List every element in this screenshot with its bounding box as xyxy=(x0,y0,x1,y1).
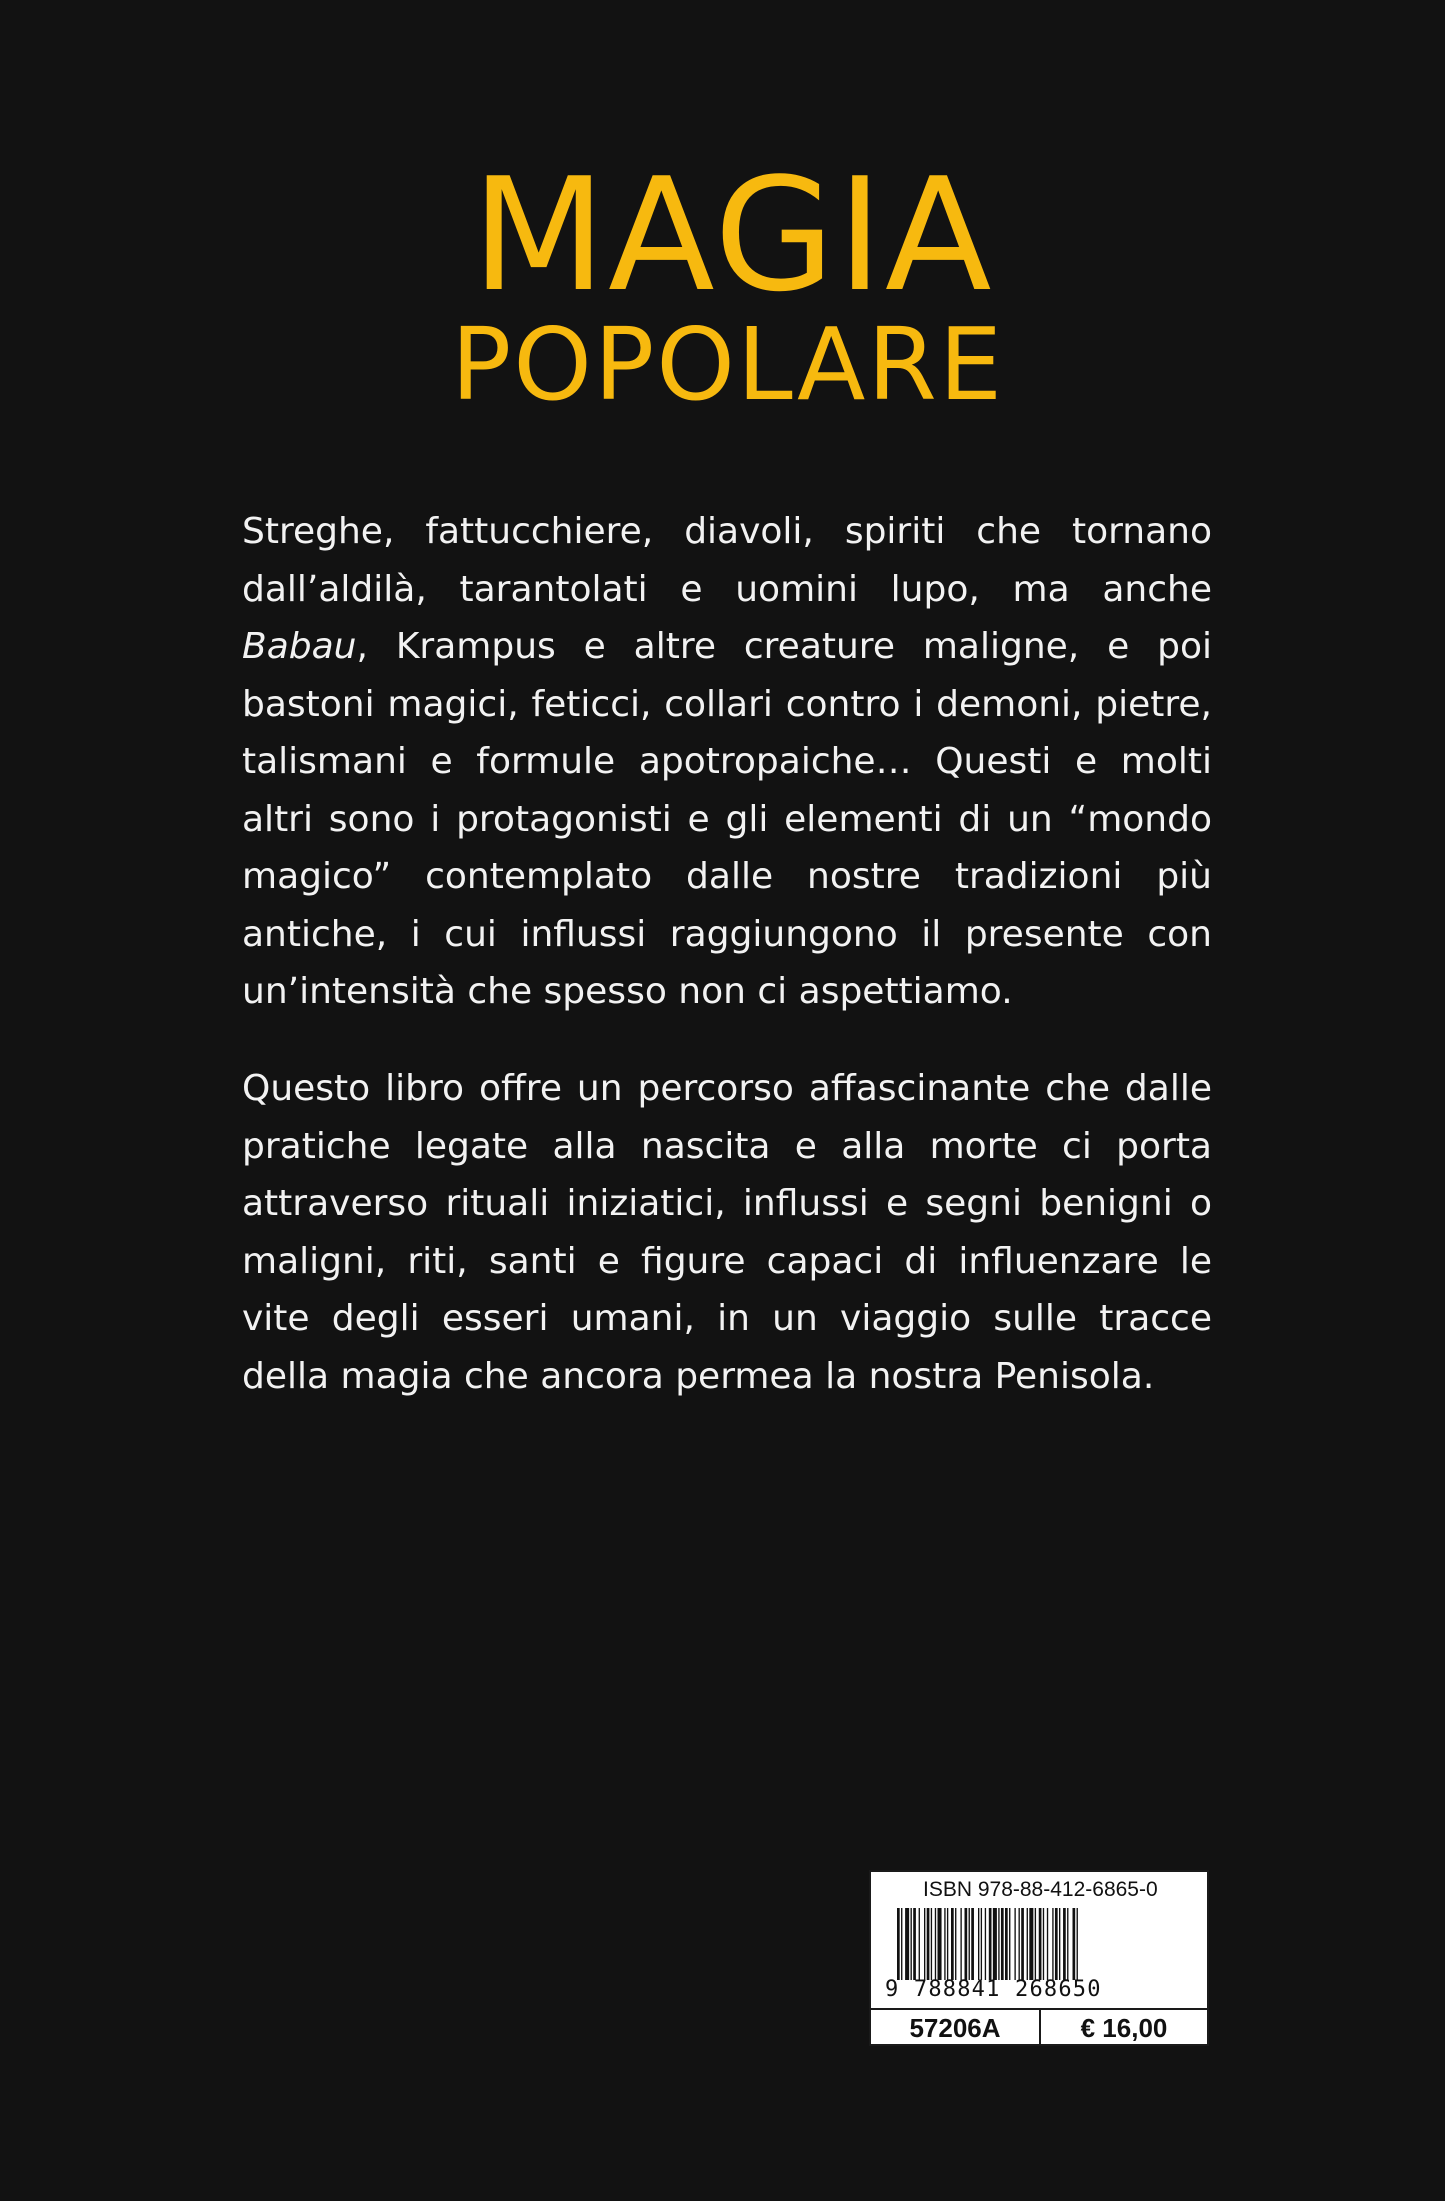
barcode-bar xyxy=(978,1908,979,1980)
barcode-bar xyxy=(955,1908,956,1980)
barcode-bar xyxy=(1009,1908,1010,1980)
blurb-paragraph-1 xyxy=(242,503,1212,1021)
barcode-bar xyxy=(969,1908,970,1980)
blurb-paragraph-2: Questo libro offre un percorso affascinante che dalle pratiche legate alla nascita e alla morte ci porta attraverso rituali iniziatici, influssi e segni benigni o maligni, riti, santi e figure capaci di influenzare le vite degli esseri umani, in un viaggio sulle tracce della magia che ancora permea la nostra Penisola. xyxy=(242,1068,1212,1397)
barcode-bar xyxy=(1077,1908,1078,1980)
barcode-bar xyxy=(919,1908,920,1980)
barcode-bar xyxy=(985,1908,986,1980)
isbn-label: ISBN 978-88-412-6865-0 xyxy=(923,1878,1158,1901)
barcode-bar xyxy=(981,1908,982,1980)
barcode-bar xyxy=(938,1908,942,1980)
barcode-bar xyxy=(1001,1908,1004,1980)
barcode-bar xyxy=(1067,1908,1068,1980)
barcode-bar xyxy=(924,1908,925,1980)
barcode-bar xyxy=(971,1908,974,1980)
barcode-bar xyxy=(927,1908,930,1980)
barcode-bar xyxy=(1021,1908,1024,1980)
barcode-icon xyxy=(897,1908,1185,1980)
barcode-bar xyxy=(1055,1908,1058,1980)
barcode-bar xyxy=(1027,1908,1028,1980)
barcode-bar xyxy=(931,1908,932,1980)
barcode-bar xyxy=(1043,1908,1044,1980)
barcode-bar xyxy=(1047,1908,1048,1980)
barcode-bar xyxy=(1063,1908,1066,1980)
barcode-bar xyxy=(993,1908,997,1980)
title-line-magia: MAGIA xyxy=(471,144,994,326)
barcode-bar xyxy=(944,1908,945,1980)
barcode-bar xyxy=(1073,1908,1076,1980)
title-line-popolare: POPOLARE xyxy=(450,306,1005,423)
barcode-bar xyxy=(960,1908,961,1980)
book-title xyxy=(0,144,1445,423)
barcode-bar xyxy=(1019,1908,1020,1980)
price-label: € 16,00 xyxy=(1080,2012,1168,2043)
barcode-bar xyxy=(911,1908,912,1980)
barcode-bar xyxy=(1039,1908,1042,1980)
barcode-bar xyxy=(1014,1908,1015,1980)
blurb-text: , Krampus e altre creature maligne, e poi bastoni magici, feticci, collari contro i demoni, pietre, talismani e formule apotropaiche… Questi e molti altri sono i protagonisti e gli elementi di un “mondo magico” contemplato dalle nostre tradizioni più antiche, i cui influssi raggiungono il presente con un’intensità che spesso non ci aspettiamo. xyxy=(242,626,1212,1012)
barcode-bar xyxy=(1052,1908,1053,1980)
blurb-italic-term: Babau xyxy=(242,626,357,667)
barcode-bar xyxy=(947,1908,948,1980)
barcode-bar xyxy=(913,1908,916,1980)
barcode-bar xyxy=(1059,1908,1060,1980)
blurb-text: Streghe, fattucchiere, diavoli, spiriti che tornano dall’aldilà, tarantolati e uomini lupo, ma anche xyxy=(242,511,1212,610)
barcode-bar xyxy=(901,1908,902,1980)
barcode-bar xyxy=(998,1908,999,1980)
ean-digits: 9 788841 268650 xyxy=(885,1977,1102,2002)
code-price-row xyxy=(871,2008,1207,2046)
barcode-bar xyxy=(951,1908,954,1980)
barcode-bar xyxy=(989,1908,992,1980)
barcode-bar xyxy=(1005,1908,1008,1980)
barcode-bar xyxy=(905,1908,909,1980)
barcode-bar xyxy=(1029,1908,1033,1980)
barcode-bar xyxy=(935,1908,936,1980)
barcode-box xyxy=(869,1870,1209,2046)
product-code: 57206A xyxy=(871,2010,1041,2046)
barcode-bar xyxy=(965,1908,968,1980)
barcode-bar xyxy=(897,1908,900,1980)
barcode-bar xyxy=(1035,1908,1036,1980)
